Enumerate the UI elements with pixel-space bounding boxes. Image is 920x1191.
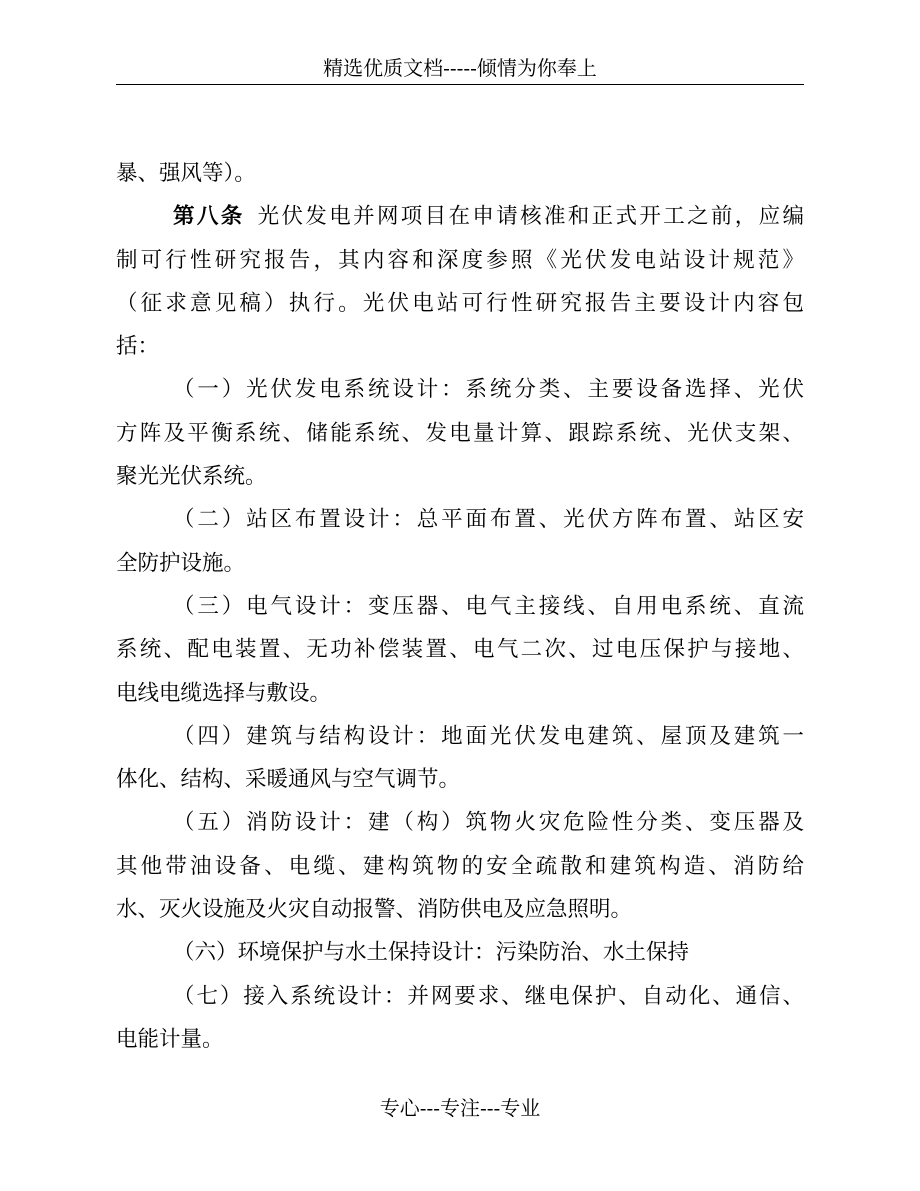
body-line: （征求意见稿）执行。光伏电站可行性研究报告主要设计内容包 <box>116 290 804 316</box>
body-line: 制可行性研究报告，其内容和深度参照《光伏发电站设计规范》 <box>116 247 804 273</box>
page-header: 精选优质文档-----倾情为你奉上 <box>323 56 597 80</box>
list-item-4-line: （四）建筑与结构设计：地面光伏发电建筑、屋顶及建筑一 <box>173 723 804 749</box>
body-line: 全防护设施。 <box>116 550 246 576</box>
body-line: 系统、配电装置、无功补偿装置、电气二次、过电压保护与接地、 <box>116 637 804 663</box>
body-line: 体化、结构、采暖通风与空气调节。 <box>116 767 461 793</box>
article-intro-text: 光伏发电并网项目在申请核准和正式开工之前，应编 <box>255 204 804 230</box>
body-line: 括： <box>116 334 160 360</box>
list-item-7-line: （七）接入系统设计：并网要求、继电保护、自动化、通信、 <box>173 983 804 1009</box>
body-line: 电能计量。 <box>116 1026 224 1052</box>
article-label: 第八条 <box>173 204 245 230</box>
list-item-5-line: （五）消防设计：建（构）筑物火灾危险性分类、变压器及 <box>173 810 804 836</box>
body-line: 其他带油设备、电缆、建构筑物的安全疏散和建筑构造、消防给 <box>116 853 804 879</box>
list-item-6-line: （六）环境保护与水土保持设计：污染防治、水土保持 <box>173 940 690 966</box>
list-item-3-line: （三）电气设计：变压器、电气主接线、自用电系统、直流 <box>173 593 804 619</box>
article-first-line <box>116 195 804 238</box>
body-line: 暴、强风等）。 <box>116 161 256 186</box>
body-line: 聚光光伏系统。 <box>116 464 267 490</box>
header-rule <box>116 84 804 85</box>
page-footer: 专心---专注---专业 <box>379 1096 541 1120</box>
list-item-1-line: （一）光伏发电系统设计：系统分类、主要设备选择、光伏 <box>173 377 804 403</box>
body-line: 方阵及平衡系统、储能系统、发电量计算、跟踪系统、光伏支架、 <box>116 420 804 446</box>
body-line: 水、灭火设施及火灾自动报警、消防供电及应急照明。 <box>116 897 633 923</box>
list-item-2-line: （二）站区布置设计：总平面布置、光伏方阵布置、站区安 <box>173 507 804 533</box>
document-body <box>116 152 804 1061</box>
body-line: 电线电缆选择与敷设。 <box>116 680 332 706</box>
